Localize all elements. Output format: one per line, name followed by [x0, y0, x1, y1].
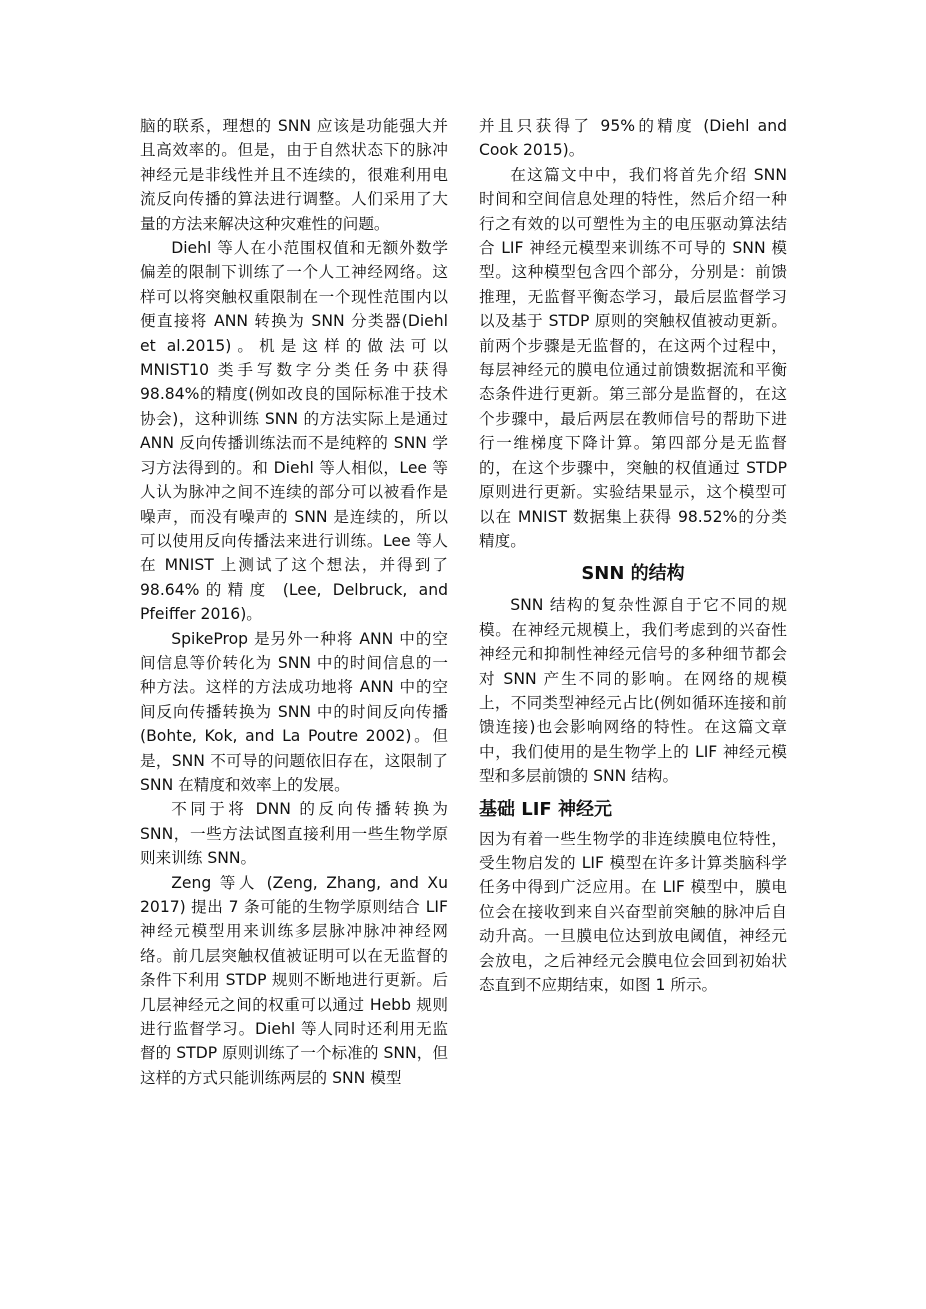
right-column: [479, 114, 787, 997]
paragraph: Diehl 等人在小范围权值和无额外数学偏差的限制下训练了一个人工神经网络。这样可以将突触权重限制在一个现性范围内以便直接将 ANN 转换为 SNN 分类器(Diehl et al.2015)。机是这样的做法可以 MNIST10 类手写数字分类任务中获得 98.84%的精度(例如改良的国际标准于技术协会)，这种训练 SNN 的方法实际上是通过 ANN 反向传播训练法而不是纯粹的 SNN 学习方法得到的。和 Diehl 等人相似，Lee 等人认为脉冲之间不连续的部分可以被看作是噪声，而没有噪声的 SNN 是连续的，所以可以使用反向传播法来进行训练。Lee 等人在 MNIST 上测试了这个想法，并得到了 98.64%的精度 (Lee, Delbruck, and Pfeiffer 2016)。: [140, 239, 448, 624]
section-heading: SNN 的结构: [581, 563, 685, 585]
paragraph: SpikeProp 是另外一种将 ANN 中的空间信息等价转化为 SNN 中的时间信息的一种方法。这样的方法成功地将 ANN 中的空间反向传播转换为 SNN 中的时间反向传播(Bohte, Kok, and La Poutre 2002)。但是，SNN 不可导的问题依旧存在，这限制了 SNN 在精度和效率上的发展。: [140, 629, 448, 794]
paragraph: SNN 结构的复杂性源自于它不同的规模。在神经元规模上，我们考虑到的兴奋性神经元和抑制性神经元信号的多种细节都会对 SNN 产生不同的影响。在网络的规模上，不同类型神经元占比(例如循环连接和前馈连接)也会影响网络的特性。在这篇文章中，我们使用的是生物学上的 LIF 神经元模型和多层前馈的 SNN 结构。: [479, 596, 787, 786]
paragraph: Zeng 等人 (Zeng, Zhang, and Xu 2017) 提出 7 条可能的生物学原则结合 LIF 神经元模型用来训练多层脉冲脉冲神经网络。前几层突触权值被证明可以在无监督的条件下利用 STDP 规则不断地进行更新。后几层神经元之间的权重可以通过 Hebb 规则进行监督学习。Diehl 等人同时还利用无监督的 STDP 原则训练了一个标准的 SNN，但这样的方式只能训练两层的 SNN 模型: [140, 873, 448, 1087]
paragraph: 脑的联系，理想的 SNN 应该是功能强大并且高效率的。但是，由于自然状态下的脉冲神经元是非线性并且不连续的，很难利用电流反向传播的算法进行调整。人们采用了大量的方法来解决这种灾难性的问题。: [140, 117, 448, 233]
paragraph: 在这篇文中中，我们将首先介绍 SNN 时间和空间信息处理的特性，然后介绍一种行之有效的以可塑性为主的电压驱动算法结合 LIF 神经元模型来训练不可导的 SNN 模型。这种模型包含四个部分，分别是：前馈推理，无监督平衡态学习，最后层监督学习以及基于 STDP 原则的突触权值被动更新。前两个步骤是无监督的，在这两个过程中，每层神经元的膜电位通过前馈数据流和平衡态条件进行更新。第三部分是监督的，在这个步骤中，最后两层在教师信号的帮助下进行一维梯度下降计算。第四部分是无监督的，在这个步骤中，突触的权值通过 STDP 原则进行更新。实验结果显示，这个模型可以在 MNIST 数据集上获得 98.52%的分类精度。: [479, 165, 787, 550]
subsection-heading: 基础 LIF 神经元: [479, 798, 612, 820]
paragraph: 并且只获得了 95%的精度 (Diehl and Cook 2015)。: [479, 117, 787, 160]
paragraph: 不同于将 DNN 的反向传播转换为 SNN，一些方法试图直接利用一些生物学原则来训练 SNN。: [140, 800, 448, 868]
paragraph: 因为有着一些生物学的非连续膜电位特性，受生物启发的 LIF 模型在许多计算类脑科学任务中得到广泛应用。在 LIF 模型中，膜电位会在接收到来自兴奋型前突触的脉冲后自动升高。一旦膜电位达到放电阈值，神经元会放电，之后神经元会膜电位会回到初始状态直到不应期结束，如图 1 所示。: [479, 829, 787, 994]
left-column: [140, 114, 448, 1090]
